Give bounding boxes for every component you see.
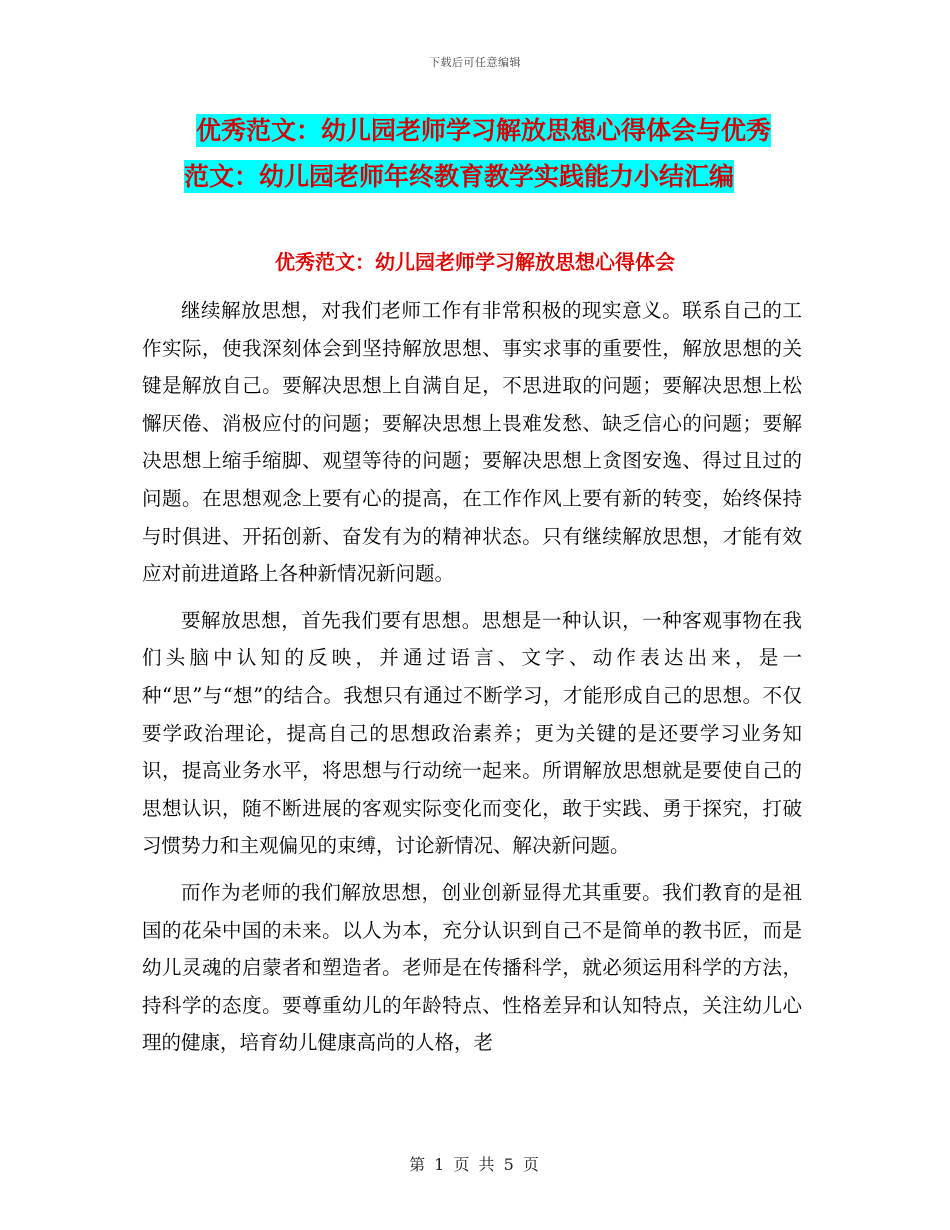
paragraph: 要解放思想，首先我们要有思想。思想是一种认识，一种客观事物在我们头脑中认知的反映，并通过语言、文字、动作表达出来，是一种“思”与“想”的结合。我想只有通过不断学习，才能形成自己的思想。不仅要学政治理论，提高自己的思想政治素养；更为关键的是还要学习业务知识，提高业务水平，将思想与行动统一起来。所谓解放思想就是要使自己的思想认识，随不断进展的客观实际变化而变化，敢于实践、勇于探究，打破习惯势力和主观偏见的束缚，讨论新情况、解决新问题。 xyxy=(142,608,802,858)
paragraph: 继续解放思想，对我们老师工作有非常积极的现实意义。联系自己的工作实际，使我深刻体会到坚持解放思想、事实求事的重要性，解放思想的关键是解放自己。要解决思想上自满自足，不思进取的问题；要解决思想上松懈厌倦、消极应付的问题；要解决思想上畏难发愁、缺乏信心的问题；要解决思想上缩手缩脚、观望等待的问题；要解决思想上贪图安逸、得过且过的问题。在思想观念上要有心的提高，在工作作风上要有新的转变，始终保持与时俱进、开拓创新、奋发有为的精神状态。只有继续解放思想，才能有效应对前进道路上各种新情况新问题。 xyxy=(142,299,802,586)
document-title-line-2 xyxy=(184,154,814,200)
document-title-line-1 xyxy=(184,108,814,154)
document-title xyxy=(184,108,814,200)
paragraph: 而作为老师的我们解放思想，创业创新显得尤其重要。我们教育的是祖国的花朵中国的未来。以人为本，充分认识到自己不是简单的教书匠，而是幼儿灵魂的启蒙者和塑造者。老师是在传播科学，就必须运用科学的方法，持科学的态度。要尊重幼儿的年龄特点、性格差异和认知特点，关注幼儿心理的健康，培育幼儿健康高尚的人格，老 xyxy=(142,880,802,1055)
page-number-footer: 第 1 页 共 5 页 xyxy=(409,1155,541,1174)
title-highlight-1: 优秀范文：幼儿园老师学习解放思想心得体会与优秀 xyxy=(196,116,772,145)
title-highlight-2: 范文：幼儿园老师年终教育教学实践能力小结汇编 xyxy=(184,162,735,191)
body-text xyxy=(142,292,802,1062)
section-heading: 优秀范文：幼儿园老师学习解放思想心得体会 xyxy=(275,250,675,274)
page-header-note: 下载后可任意编辑 xyxy=(429,56,521,69)
